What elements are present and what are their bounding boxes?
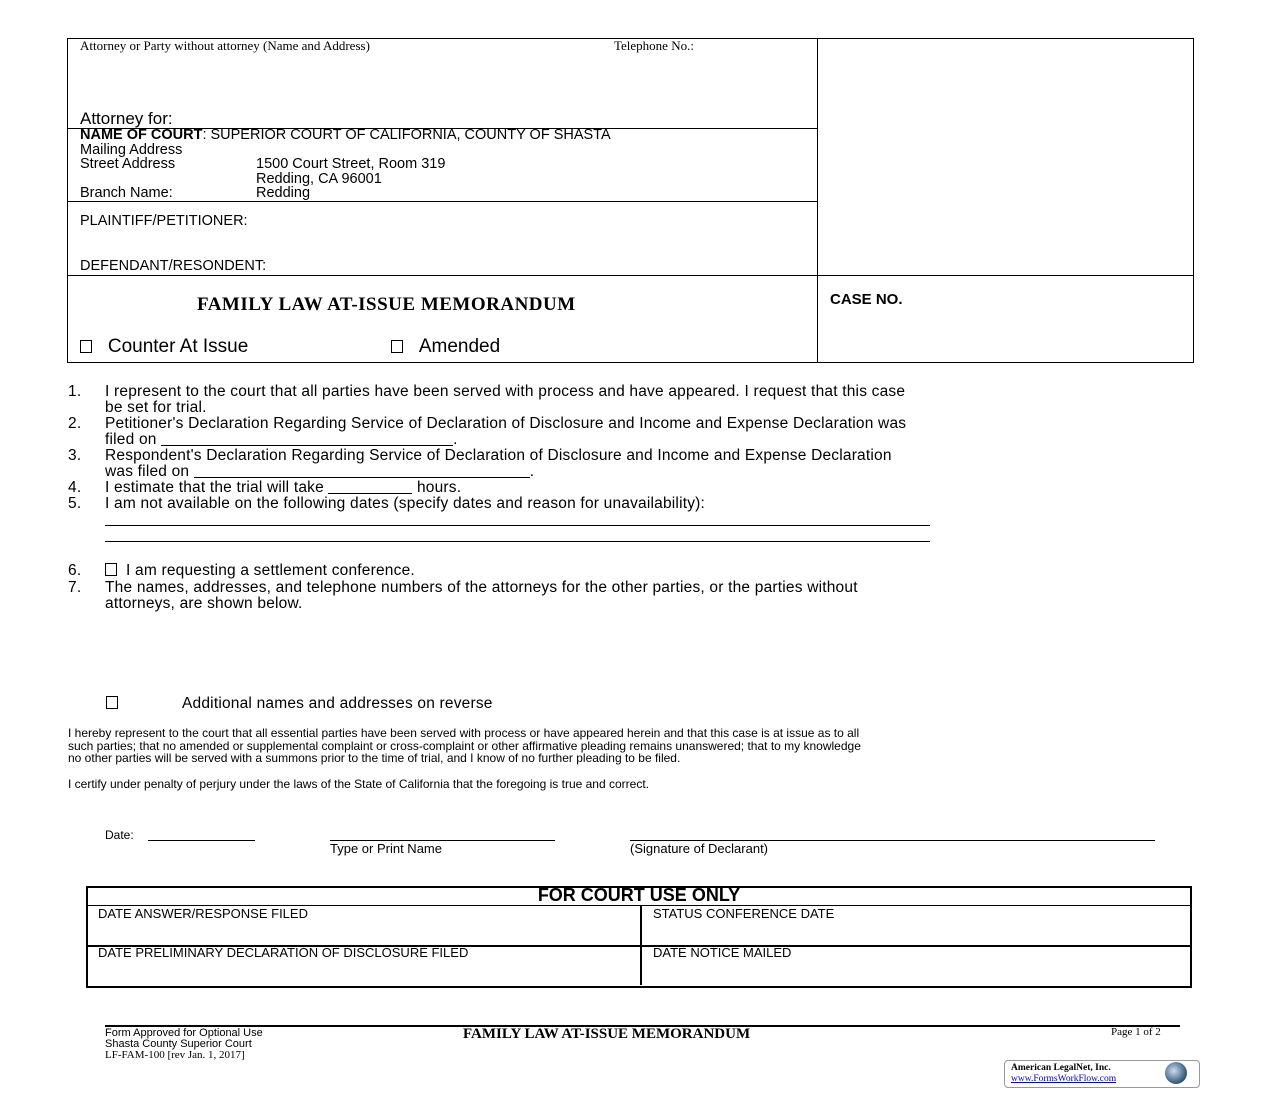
checkbox[interactable] bbox=[106, 696, 118, 709]
preliminary-filed-label: DATE PRELIMINARY DECLARATION OF DISCLOSURE FILED bbox=[98, 945, 469, 960]
amended-label: Amended bbox=[418, 336, 501, 357]
item-text: attorneys, are shown below. bbox=[105, 595, 303, 612]
form-title: FAMILY LAW AT-ISSUE MEMORANDUM bbox=[197, 294, 576, 315]
item-number: 3. bbox=[68, 447, 82, 464]
court-name bbox=[80, 127, 611, 143]
item-text-part: filed on bbox=[105, 431, 157, 448]
item-number: 4. bbox=[68, 479, 82, 496]
item-text: I represent to the court that all parties have been served with process and have appeared. I request that this case bbox=[105, 383, 906, 400]
globe-logo-icon bbox=[1165, 1062, 1187, 1084]
signature-label: (Signature of Declarant) bbox=[630, 841, 769, 856]
divider bbox=[67, 275, 1193, 276]
court-name-label: NAME OF COURT bbox=[80, 127, 203, 143]
branch-name-value: Redding bbox=[256, 185, 311, 201]
status-conference-label: STATUS CONFERENCE DATE bbox=[653, 906, 835, 921]
attorney-label: Attorney or Party without attorney (Name and Address) bbox=[80, 38, 370, 53]
branch-name-label: Branch Name: bbox=[80, 185, 173, 201]
certify-text: I certify under penalty of perjury under the laws of the State of California that the foregoing is true and correct. bbox=[68, 777, 649, 791]
checkbox[interactable] bbox=[105, 563, 117, 576]
notice-mailed-label: DATE NOTICE MAILED bbox=[653, 945, 792, 960]
divider bbox=[67, 201, 818, 202]
divider bbox=[640, 905, 642, 985]
item-text: I am not available on the following dates (specify dates and reason for unavailability): bbox=[105, 495, 706, 512]
checkbox[interactable] bbox=[80, 340, 92, 353]
counter-at-issue-label: Counter At Issue bbox=[107, 336, 249, 357]
footer-title: FAMILY LAW AT-ISSUE MEMORANDUM bbox=[463, 1026, 751, 1042]
item-number: 7. bbox=[68, 579, 82, 596]
item-text: The names, addresses, and telephone numbers of the attorneys for the other parties, or the parties without bbox=[105, 579, 858, 596]
page-number: Page 1 of 2 bbox=[1111, 1026, 1161, 1038]
item-number: 5. bbox=[68, 495, 82, 512]
attorney-for-label: Attorney for: bbox=[80, 109, 173, 128]
unavailable-dates-line[interactable] bbox=[105, 525, 930, 526]
date-field[interactable] bbox=[148, 840, 255, 841]
court-name-value: : SUPERIOR COURT OF CALIFORNIA, COUNTY OF SHASTA bbox=[202, 127, 611, 143]
street-address-label: Street Address bbox=[80, 156, 176, 172]
item-text: Petitioner's Declaration Regarding Service of Declaration of Disclosure and Income and Expense Declaration was bbox=[105, 415, 907, 432]
item-number: 2. bbox=[68, 415, 82, 432]
street-address-line1: 1500 Court Street, Room 319 bbox=[256, 156, 446, 172]
case-no-label: CASE NO. bbox=[830, 291, 903, 308]
item-number: 6. bbox=[68, 562, 82, 579]
item-text: Respondent's Declaration Regarding Service of Declaration of Disclosure and Income and Expense Declaration bbox=[105, 447, 892, 464]
paragraph-line: I hereby represent to the court that all essential parties have been served with process or have appeared herein and that this case is at issue as to all bbox=[68, 726, 860, 740]
court-use-title: FOR COURT USE ONLY bbox=[537, 885, 741, 905]
item-text-part: I estimate that the trial will take bbox=[105, 479, 324, 496]
respondent-filed-date-field[interactable] bbox=[194, 463, 530, 478]
item-text: filed on . bbox=[105, 431, 458, 448]
unavailable-dates-line[interactable] bbox=[105, 541, 930, 542]
amended-option[interactable] bbox=[391, 336, 500, 358]
divider bbox=[817, 38, 818, 362]
paragraph-line: such parties; that no amended or supplemental complaint or cross-complaint or other affirmative pleading remains unanswered; that to my knowledge bbox=[68, 739, 861, 753]
print-name-label: Type or Print Name bbox=[330, 841, 442, 856]
date-label: Date: bbox=[105, 828, 134, 842]
paragraph-line: no other parties will be served with a summons prior to the time of trial, and I know of no further pleading to be filed. bbox=[68, 751, 681, 765]
answer-filed-label: DATE ANSWER/RESPONSE FILED bbox=[98, 906, 308, 921]
petitioner-filed-date-field[interactable] bbox=[161, 431, 453, 446]
footer-form-id: LF-FAM-100 [rev Jan. 1, 2017] bbox=[105, 1049, 245, 1061]
plaintiff-label: PLAINTIFF/PETITIONER: bbox=[80, 213, 248, 229]
publisher-link[interactable]: www.FormsWorkFlow.com bbox=[1011, 1074, 1117, 1084]
item-text: be set for trial. bbox=[105, 399, 207, 416]
publisher-name: American LegalNet, Inc. bbox=[1011, 1063, 1111, 1073]
publisher-badge[interactable] bbox=[1004, 1060, 1200, 1088]
item-text: I am requesting a settlement conference. bbox=[126, 562, 415, 579]
counter-at-issue-option[interactable] bbox=[80, 336, 248, 358]
footer-approved: Form Approved for Optional Use bbox=[105, 1027, 263, 1039]
additional-label: Additional names and addresses on reverse bbox=[182, 695, 493, 712]
mailing-address-label: Mailing Address bbox=[80, 142, 183, 158]
item-text-part: hours. bbox=[416, 479, 462, 496]
trial-hours-field[interactable] bbox=[328, 479, 412, 494]
defendant-label: DEFENDANT/RESONDENT: bbox=[80, 258, 267, 274]
checkbox[interactable] bbox=[391, 340, 403, 353]
telephone-label: Telephone No.: bbox=[614, 38, 694, 53]
item-text-part: was filed on bbox=[105, 463, 190, 480]
additional-option[interactable] bbox=[106, 695, 493, 713]
footer-court: Shasta County Superior Court bbox=[105, 1038, 252, 1050]
street-address-line2: Redding, CA 96001 bbox=[256, 171, 382, 187]
settlement-option[interactable] bbox=[105, 562, 415, 580]
item-text: was filed on . bbox=[105, 463, 535, 480]
item-number: 1. bbox=[68, 383, 82, 400]
